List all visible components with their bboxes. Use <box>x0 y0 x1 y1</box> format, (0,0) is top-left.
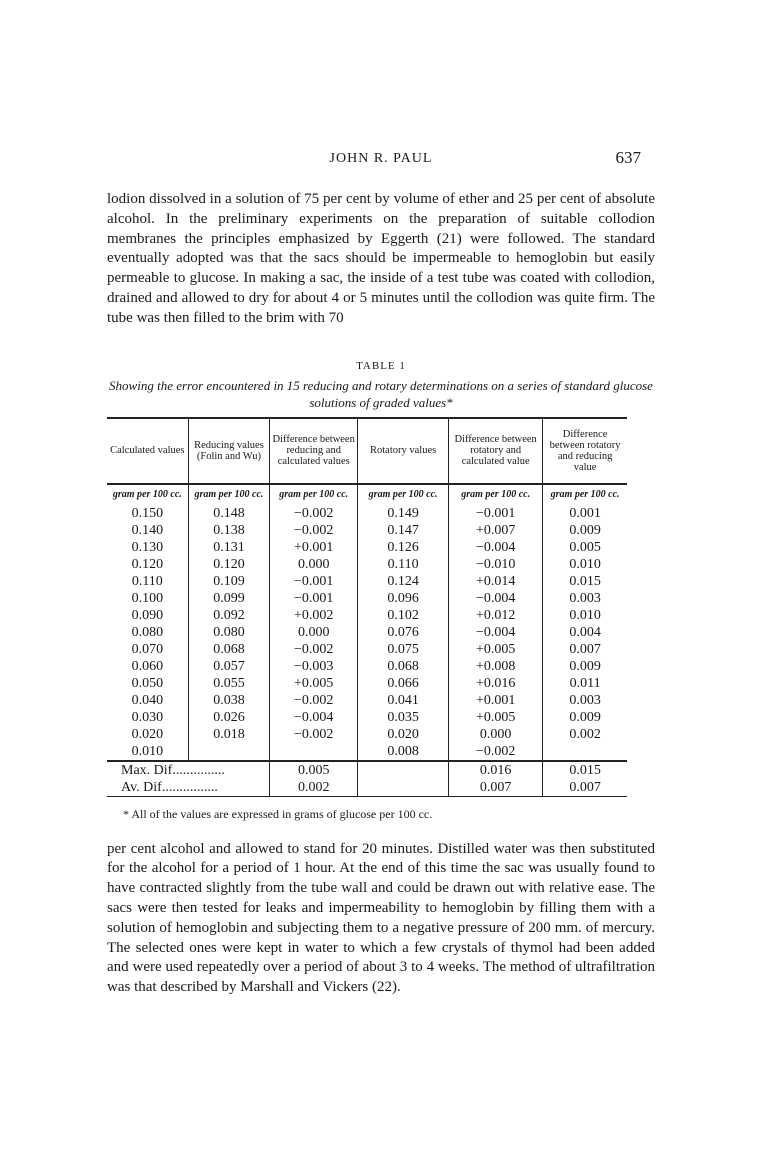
table-cell: 0.120 <box>131 556 164 572</box>
table-cell: 0.020 <box>131 726 164 742</box>
table-cell: 0.050 <box>131 675 164 691</box>
table-cell: 0.026 <box>188 709 270 726</box>
unit-label: gram per 100 cc. <box>112 489 182 501</box>
summary-cell <box>358 779 449 797</box>
table-row <box>107 743 627 761</box>
column-header: Difference between reducing and calculated values <box>270 418 358 484</box>
summary-cell: 0.007 <box>543 779 627 797</box>
table-cell: 0.041 <box>358 692 449 709</box>
table-cell: +0.005 <box>449 641 543 658</box>
table-cell: −0.001 <box>449 505 543 522</box>
table-cell: 0.126 <box>358 539 449 556</box>
table-row <box>107 709 627 726</box>
table-cell: −0.004 <box>449 539 543 556</box>
table-cell: +0.014 <box>449 573 543 590</box>
table-cell: −0.001 <box>270 573 358 590</box>
table-cell: 0.150 <box>131 505 164 521</box>
table-cell: 0.010 <box>543 556 627 573</box>
table-cell: −0.002 <box>270 692 358 709</box>
table-cell: 0.020 <box>358 726 449 743</box>
table-cell: 0.124 <box>358 573 449 590</box>
table-cell: +0.001 <box>449 692 543 709</box>
table-cell: −0.002 <box>270 726 358 743</box>
table-cell: 0.110 <box>358 556 449 573</box>
table-cell: 0.001 <box>543 505 627 522</box>
table-cell: −0.004 <box>270 709 358 726</box>
unit-label: gram per 100 cc. <box>270 484 358 505</box>
table-row <box>107 505 627 522</box>
running-head: JOHN R. PAUL <box>329 151 433 166</box>
table-cell: 0.076 <box>358 624 449 641</box>
table-cell: 0.004 <box>543 624 627 641</box>
table-cell: 0.100 <box>131 590 164 606</box>
table-cell: 0.057 <box>188 658 270 675</box>
table-row <box>107 556 627 573</box>
table-cell: 0.005 <box>543 539 627 556</box>
unit-label: gram per 100 cc. <box>449 484 543 505</box>
table-cell: −0.002 <box>270 641 358 658</box>
table-row <box>107 590 627 607</box>
table-cell: 0.148 <box>188 505 270 522</box>
table-cell: 0.018 <box>188 726 270 743</box>
table-cell: 0.008 <box>358 743 449 761</box>
table-row <box>107 607 627 624</box>
table-cell <box>270 743 358 761</box>
table-cell: 0.131 <box>188 539 270 556</box>
table-cell: −0.010 <box>449 556 543 573</box>
table-cell: 0.009 <box>543 709 627 726</box>
table-cell: 0.007 <box>543 641 627 658</box>
table-cell: +0.005 <box>270 675 358 692</box>
table-cell: 0.090 <box>131 607 164 623</box>
table-cell: 0.040 <box>131 692 164 708</box>
table-cell: +0.016 <box>449 675 543 692</box>
table-cell <box>188 743 270 761</box>
data-table <box>107 417 627 797</box>
summary-cell <box>358 761 449 779</box>
table-row <box>107 573 627 590</box>
table-cell: 0.060 <box>131 658 164 674</box>
table-row <box>107 658 627 675</box>
table-footnote: * All of the values are expressed in grams of glucose per 100 cc. <box>123 806 433 821</box>
table-cell: 0.000 <box>449 726 543 743</box>
table-cell: 0.102 <box>358 607 449 624</box>
table-row <box>107 692 627 709</box>
table-cell: 0.015 <box>543 573 627 590</box>
table-cell: −0.001 <box>270 590 358 607</box>
table-cell: 0.149 <box>358 505 449 522</box>
unit-label: gram per 100 cc. <box>358 484 449 505</box>
table-row <box>107 675 627 692</box>
table-cell: 0.002 <box>543 726 627 743</box>
table-cell: 0.003 <box>543 692 627 709</box>
table-cell: 0.030 <box>131 709 164 725</box>
column-header: Difference between rotatory and calculated value <box>449 418 543 484</box>
table-row <box>107 539 627 556</box>
table-cell <box>543 743 627 761</box>
table-cell: 0.092 <box>188 607 270 624</box>
summary-cell: 0.007 <box>449 779 543 797</box>
summary-cell: 0.015 <box>543 761 627 779</box>
table-row <box>107 624 627 641</box>
table-label: TABLE 1 <box>356 359 406 372</box>
table-cell: 0.138 <box>188 522 270 539</box>
table-cell: +0.008 <box>449 658 543 675</box>
table-cell: 0.140 <box>131 522 164 538</box>
table-cell: 0.038 <box>188 692 270 709</box>
table-row <box>107 522 627 539</box>
page-header <box>107 148 655 170</box>
table-cell: 0.009 <box>543 522 627 539</box>
summary-cell: Av. Dif................ <box>107 779 270 797</box>
table-cell: −0.002 <box>449 743 543 761</box>
table-cell: 0.035 <box>358 709 449 726</box>
table-cell: 0.011 <box>543 675 627 692</box>
text-column <box>107 148 655 998</box>
paragraph: per cent alcohol and allowed to stand for 20 minutes. Distilled water was then substituted for the alcohol for a period of 1 hour. At the end of this time the sac was usually found to have contracted slightly from the tube wall and could be drawn out with relative ease. The sacs were then tested for leaks and impermeability to hemoglobin by filling them with a solution of hemoglobin and subjecting them to a negative pressure of 200 mm. of mercury. The selected ones were kept in water to which a few crystals of thymol had been added and were used repeatedly over a period of about 3 to 4 weeks. The method of ultrafiltration was that described by Marshall and Vickers (22). <box>107 840 655 996</box>
table-cell: +0.005 <box>449 709 543 726</box>
table-cell: 0.099 <box>188 590 270 607</box>
table-cell: 0.010 <box>131 743 164 759</box>
table-cell: 0.130 <box>131 539 164 555</box>
summary-row <box>107 779 627 797</box>
table-cell: +0.001 <box>270 539 358 556</box>
summary-cell: 0.016 <box>449 761 543 779</box>
table-cell: +0.002 <box>270 607 358 624</box>
summary-cell: 0.002 <box>270 779 358 797</box>
table-cell: 0.075 <box>358 641 449 658</box>
table-caption: Showing the error encountered in 15 reducing and rotary determinations on a series of standard glucose solutions of graded values* <box>109 377 653 410</box>
table-cell: −0.004 <box>449 590 543 607</box>
unit-label: gram per 100 cc. <box>188 484 270 505</box>
table-cell: 0.068 <box>358 658 449 675</box>
table-cell: −0.002 <box>270 505 358 522</box>
page-number: 637 <box>615 148 641 167</box>
summary-cell: Max. Dif............... <box>107 761 270 779</box>
summary-cell: 0.005 <box>270 761 358 779</box>
table-cell: 0.003 <box>543 590 627 607</box>
table-cell: 0.000 <box>270 624 358 641</box>
table-cell: 0.109 <box>188 573 270 590</box>
unit-label: gram per 100 cc. <box>543 484 627 505</box>
paragraph: lodion dissolved in a solution of 75 per cent by volume of ether and 25 per cent of absolute alcohol. In the preliminary experiments on the preparation of suitable collodion membranes the principles emphasized by Eggerth (21) were followed. The standard eventually adopted was that the sacs should be impermeable to hemoglobin but easily permeable to glucose. In making a sac, the inside of a test tube was coated with collodion, drained and allowed to dry for about 4 or 5 minutes until the collodion was quite firm. The tube was then filled to the brim with 70 <box>107 191 655 326</box>
table-row <box>107 726 627 743</box>
table-cell: +0.012 <box>449 607 543 624</box>
table-cell: 0.068 <box>188 641 270 658</box>
column-header: Difference between rotatory and reducing value <box>543 418 627 484</box>
column-header: Rotatory values <box>358 418 449 484</box>
column-header: Reducing values (Folin and Wu) <box>188 418 270 484</box>
table-cell: 0.110 <box>131 573 163 589</box>
table-cell: 0.010 <box>543 607 627 624</box>
table-row <box>107 641 627 658</box>
table-cell: +0.007 <box>449 522 543 539</box>
summary-row <box>107 761 627 779</box>
table-cell: 0.009 <box>543 658 627 675</box>
table-cell: 0.055 <box>188 675 270 692</box>
table-cell: −0.004 <box>449 624 543 641</box>
table-cell: 0.147 <box>358 522 449 539</box>
table-cell: 0.000 <box>270 556 358 573</box>
table-cell: 0.096 <box>358 590 449 607</box>
table-cell: −0.002 <box>270 522 358 539</box>
table-cell: 0.120 <box>188 556 270 573</box>
table-cell: 0.070 <box>131 641 164 657</box>
units-row <box>107 484 627 505</box>
table-cell: 0.080 <box>188 624 270 641</box>
column-header: Calculated values <box>107 418 188 484</box>
table-cell: 0.080 <box>131 624 164 640</box>
header-row <box>107 418 627 484</box>
table-cell: 0.066 <box>358 675 449 692</box>
table-cell: −0.003 <box>270 658 358 675</box>
